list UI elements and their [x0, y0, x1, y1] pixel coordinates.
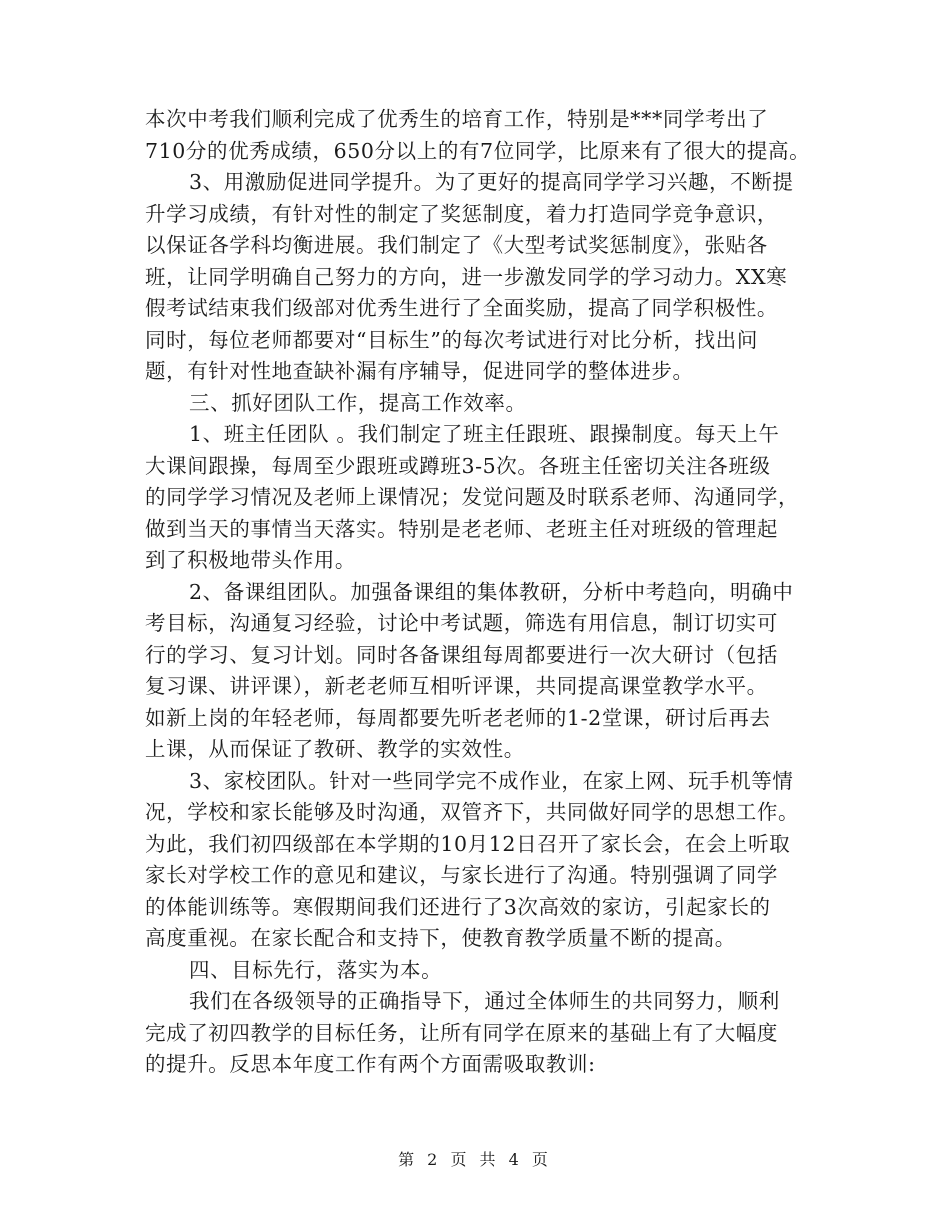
text-line: 710分的优秀成绩，650分以上的有7位同学，比原来有了很大的提高。	[145, 138, 811, 163]
text-line: 四、目标先行，落实为本。	[189, 957, 443, 982]
text-line: 同时，每位老师都要对“目标生”的每次考试进行对比分析，找出问	[145, 327, 758, 352]
text-line: 班，让同学明确自己努力的方向，进一步激发同学的学习动力。XX寒	[145, 264, 788, 289]
page-footer: 第 2 页 共 4 页	[398, 1150, 552, 1169]
text-line: 3、家校团队。针对一些同学完不成作业，在家上网、玩手机等情	[189, 768, 794, 793]
text-line: 行的学习、复习计划。同时各备课组每周都要进行一次大研讨（包括	[145, 642, 778, 667]
text-line: 做到当天的事情当天落实。特别是老老师、老班主任对班级的管理起	[145, 516, 778, 541]
text-line: 到了积极地带头作用。	[145, 548, 356, 572]
text-line: 1、班主任团队 。我们制定了班主任跟班、跟操制度。每天上午	[189, 422, 780, 446]
text-line: 假考试结束我们级部对优秀生进行了全面奖励，提高了同学积极性。	[145, 296, 778, 320]
text-line: 家长对学校工作的意见和建议，与家长进行了沟通。特别强调了同学	[145, 863, 778, 887]
document-body	[145, 104, 817, 1081]
text-line: 考目标，沟通复习经验，讨论中考试题，筛选有用信息，制订切实可	[145, 611, 778, 635]
text-line: 完成了初四教学的目标任务，让所有同学在原来的基础上有了大幅度	[145, 1020, 778, 1045]
text-line: 我们在各级领导的正确指导下，通过全体师生的共同努力，顺利	[189, 989, 780, 1013]
text-line: 的同学学习情况及老师上课情况；发觉问题及时联系老师、沟通同学，	[145, 485, 800, 509]
text-line: 高度重视。在家长配合和支持下，使教育教学质量不断的提高。	[145, 926, 736, 950]
text-line: 为此，我们初四级部在本学期的10月12日召开了家长会，在会上听取	[145, 831, 791, 856]
text-line: 如新上岗的年轻老师，每周都要先听老老师的1-2堂课，研讨后再去	[145, 705, 771, 730]
text-line: 大课间跟操，每周至少跟班或蹲班3-5次。各班主任密切关注各班级	[145, 453, 771, 478]
text-line: 题，有针对性地查缺补漏有序辅导，促进同学的整体进步。	[145, 359, 694, 383]
text-line: 2、备课组团队。加强备课组的集体教研，分析中考趋向，明确中	[189, 579, 794, 604]
text-line: 本次中考我们顺利完成了优秀生的培育工作，特别是***同学考出了	[145, 107, 769, 131]
text-line: 升学习成绩，有针对性的制定了奖惩制度，着力打造同学竞争意识，	[145, 201, 778, 226]
text-line: 以保证各学科均衡进展。我们制定了《大型考试奖惩制度》，张贴各	[145, 233, 768, 257]
text-line: 上课，从而保证了教研、教学的实效性。	[145, 737, 525, 761]
text-line: 三、抓好团队工作，提高工作效率。	[189, 390, 527, 415]
text-line: 复习课、讲评课），新老老师互相听评课，共同提高课堂教学水平。	[145, 674, 768, 698]
text-line: 的体能训练等。寒假期间我们还进行了3次高效的家访，引起家长的	[145, 894, 771, 919]
text-line: 的提升。反思本年度工作有两个方面需吸取教训:	[145, 1052, 596, 1076]
text-line: 3、用激励促进同学提升。为了更好的提高同学学习兴趣，不断提	[189, 170, 794, 194]
text-line: 况，学校和家长能够及时沟通，双管齐下，共同做好同学的思想工作。	[145, 800, 800, 824]
